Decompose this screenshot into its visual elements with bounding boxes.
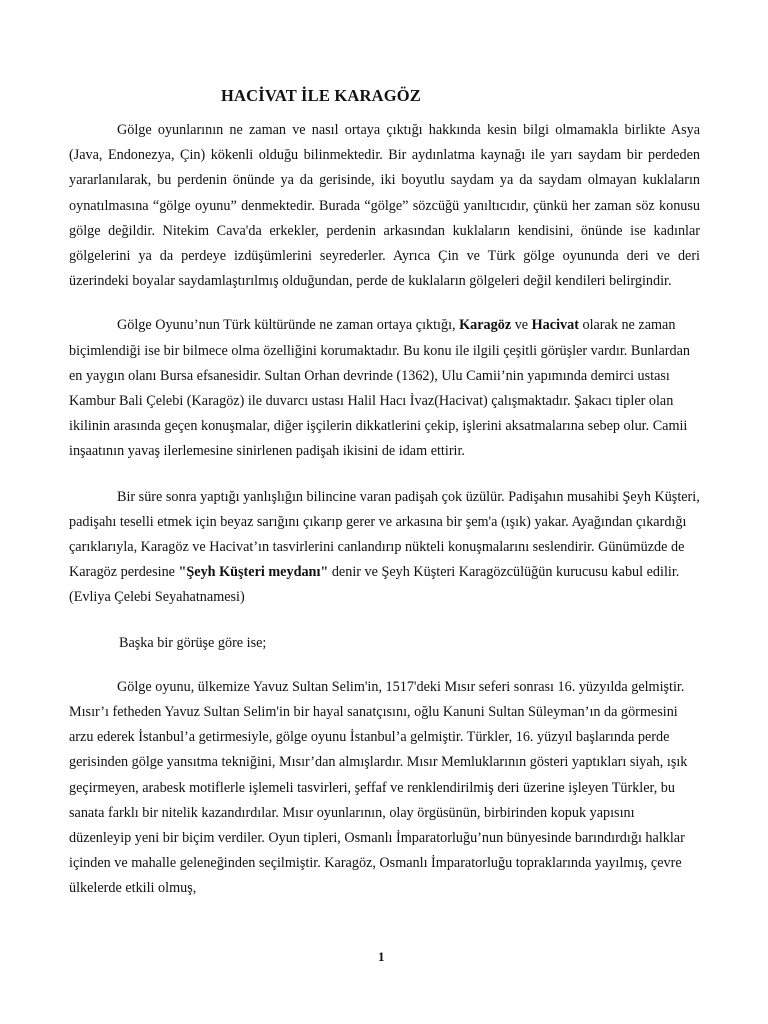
paragraph-turkish-culture xyxy=(69,313,700,464)
page-number: 1 xyxy=(378,949,385,964)
document-body xyxy=(69,118,700,902)
paragraph-origins: Gölge oyunlarının ne zaman ve nasıl ortaya çıktığı hakkında kesin bilgi olmamakla birlikte Asya (Java, Endonezya, Çin) kökenli olduğu bilinmektedir. Bir aydınlatma kaynağı ile yarı saydam bir perdeden yararlanılarak, bu perdenin önünde ya da gerisinde, iki boyutlu saydam ya da saydam olmayan kuklaların oynatılmasına “gölge oyunu” denmektedir. Burada “gölge” sözcüğü yanıltıcıdır, çünkü her zaman söz konusu gölge değildir. Nitekim Cava'da erkekler, perdenin arkasından kuklaların kendisini, önünde ise kadınlar gölgelerini ya da perdeye izdüşümlerini seyrederler. Ayrıca Çin ve Türk gölge oyununda deri ve deri üzerindeki boyalar saydamlaştırılmış olduğundan, perde de kuklaların gölgeleri değil kendileri belirgindir. xyxy=(69,122,700,290)
text-span: olarak ne zaman biçimlendiği ise bir bilmece olma özelliğini korumaktadır. Bu konu ile ilgili çeşitli görüşler vardır. Bunlardan en yaygın olanı Bursa efsanesidir. Sultan Orhan devrinde (1362), Ulu Camii’nin yapımında demirci ustası Kambur Bali Çelebi (Karagöz) ile duvarcı ustası Halil Hacı İvaz(Hacivat) çalışmaktadır. Şakacı tipler olan ikilinin arasında geçen konuşmalar, diğer işçilerin dikkatlerini çekip, işlerini aksatmalarına sebep olur. Camii inşaatının yavaş ilerlemesine sinirlenen padişah ikisini de idam ettirir. xyxy=(69,317,690,460)
text-span: Gölge Oyunu’nun Türk kültüründe ne zaman ortaya çıktığı, xyxy=(117,317,460,334)
text-span: denir ve Şeyh Küşteri Karagözcülüğün kurucusu kabul edilir. (Evliya Çelebi Seyahatnamesi) xyxy=(69,564,680,606)
paragraph-another-view: Başka bir görüşe göre ise; xyxy=(119,634,267,651)
paragraph-seyh-kusteri xyxy=(69,485,700,611)
page-title: HACİVAT İLE KARAGÖZ xyxy=(221,86,422,105)
bold-hacivat: Hacivat xyxy=(531,317,579,334)
bold-seyh-kusteri-meydani: "Şeyh Küşteri meydanı" xyxy=(178,564,329,581)
bold-karagoz: Karagöz xyxy=(459,317,512,334)
text-span: ve xyxy=(511,317,532,334)
paragraph-egypt-origin: Gölge oyunu, ülkemize Yavuz Sultan Selim'in, 1517'deki Mısır seferi sonrası 16. yüzyılda gelmiştir. Mısır’ı fetheden Yavuz Sultan Selim'in bir hayal sanatçısını, oğlu Kanuni Sultan Süleyman’ın da görmesini arzu ederek İstanbul’a getirmesiyle, gölge oyunu İstanbul’a gelmiştir. Türkler, 16. yüzyıl başlarında perde gerisinden gölge yansıtma tekniğini, Mısır’dan almışlardır. Mısır Memluklarının gösteri yaptıkları siyah, ışık geçirmeyen, arabesk motiflerle işlemeli tasvirleri, şeffaf ve renklendirilmiş deri üzerine işleyen Türkler, bu sanata farklı bir nitelik kazandırdılar. Mısır oyunlarının, olay örgüsünün, birbirinden kopuk yapısını düzenleyip yeni bir biçim verdiler. Oyun tipleri, Osmanlı İmparatorluğu’nun bünyesinde barındırdığı halklar içinden ve mahalle geleneğinden seçilmiştir. Karagöz, Osmanlı İmparatorluğu topraklarında yayılmış, çevre ülkelerde etkili olmuş, xyxy=(69,678,688,897)
text-span: Bir süre sonra yaptığı yanlışlığın bilincine varan padişah çok üzülür. Padişahın musahibi Şeyh Küşteri, padişahı teselli etmek için beyaz sarığını çıkarıp gerer ve arkasına bir şem'a (ışık) yakar. Ayağından çıkardığı çarıklarıyla, Karagöz ve Hacivat’ın tasvirlerini canlandırıp nükteli konuşmalarını seslendirir. Günümüzde de Karagöz perdesine xyxy=(69,488,700,581)
